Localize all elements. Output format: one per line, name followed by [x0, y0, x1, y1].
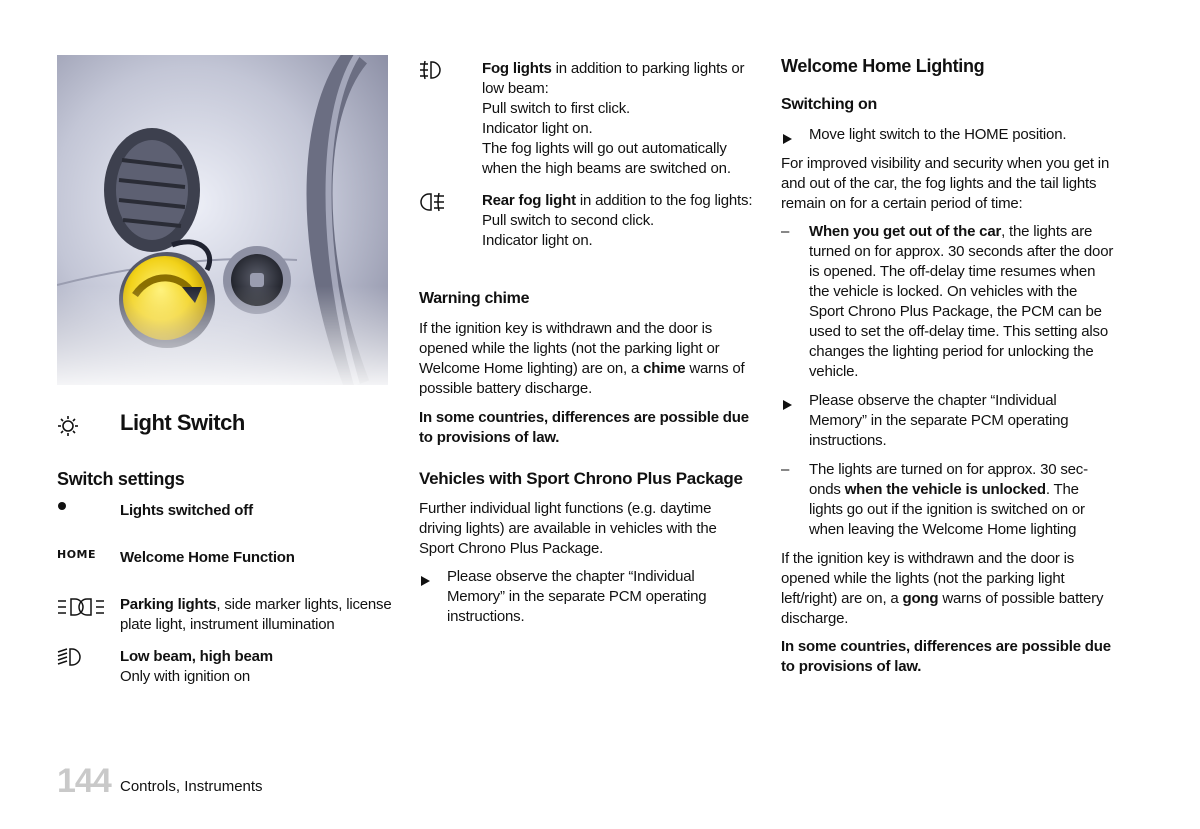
warning-chime-note: In some countries, differences are possible due to provisions of law. — [419, 409, 749, 446]
rear-fog-light-text: Rear fog light in addition to the fog lights: Pull switch to second click. Indicator light on. — [482, 192, 753, 249]
arrow-bullet-icon — [421, 573, 430, 591]
welcome-home-heading: Welcome Home Lighting — [781, 56, 985, 76]
fog-lights-text: Fog lights in addition to parking lights or low beam: Pull switch to first click. Indicator light on. The fog lights will go out automatically when the high beams are switched on. — [482, 60, 745, 177]
setting-welcome-home: Welcome Home Function — [120, 549, 295, 566]
switch-settings-heading: Switch settings — [57, 469, 185, 489]
rear-fog-light-icon — [419, 192, 445, 217]
setting-parking-lights: Parking lights, side marker lights, license plate light, instrument illumination — [120, 596, 392, 633]
low-beam-icon — [57, 647, 107, 672]
setting-lights-off: Lights switched off — [120, 502, 253, 519]
dash-marker: – — [781, 461, 790, 478]
arrow-bullet-icon — [783, 397, 792, 415]
warning-chime-paragraph: If the ignition key is withdrawn and the door is opened while the lights (not the parking light or Welcome Home lighting) are on, a chime warns of possible battery discharge. — [419, 320, 745, 397]
sport-chrono-heading: Vehicles with Sport Chrono Plus Package — [419, 469, 743, 488]
section-title: Light Switch — [120, 410, 245, 435]
light-switch-heading — [57, 410, 397, 442]
sport-chrono-paragraph: Further individual light functions (e.g. daytime driving lights) are available in vehicles with the Sport Chrono Plus Package. — [419, 500, 717, 557]
setting-low-beam: Low beam, high beam Only with ignition on — [120, 648, 273, 685]
home-icon: HOME — [57, 548, 97, 561]
parking-lights-icon — [57, 596, 107, 623]
arrow-bullet-icon — [783, 131, 792, 149]
step-observe-chapter: Please observe the chapter “Individual Memory” in the separate PCM operating instructions. — [809, 392, 1069, 449]
right-note: In some countries, differences are possible due to provisions of law. — [781, 638, 1111, 675]
light-switch-icon — [57, 415, 79, 437]
sport-chrono-bullet: Please observe the chapter “Individual Memory” in the separate PCM operating instructions. — [447, 568, 707, 625]
step-move-switch: Move light switch to the HOME position. — [809, 126, 1067, 143]
item-get-out: When you get out of the car, the lights are turned on for approx. 30 seconds after the door is opened. The off-delay time resumes when the vehicle is locked. On vehicles with the Sport Chrono Plus Package, the PCM can be used to set the off-delay time. This setting also changes the lighting period for unlocking the vehicle. — [809, 223, 1114, 380]
warning-chime-heading: Warning chime — [419, 290, 530, 307]
welcome-intro: For improved visibility and security when you get in and out of the car, the fog lights and the tail lights remain on for a certain period of time: — [781, 155, 1110, 212]
switching-on-heading: Switching on — [781, 96, 877, 113]
light-switch-photo — [57, 55, 388, 385]
item-unlocked: The lights are turned on for approx. 30 sec-onds when the vehicle is unlocked. The lights go out if the ignition is switched on or when leaving the Welcome Home lighting — [809, 461, 1088, 538]
fog-light-icon — [419, 60, 441, 85]
dot-icon — [57, 500, 107, 514]
dash-marker: – — [781, 223, 790, 240]
footer-section-title: Controls, Instruments — [120, 778, 263, 795]
gong-paragraph: If the ignition key is withdrawn and the door is opened while the lights (not the parking light left/right) are on, a gong warns of possible battery discharge. — [781, 550, 1104, 627]
page-number: 144 — [57, 762, 111, 800]
